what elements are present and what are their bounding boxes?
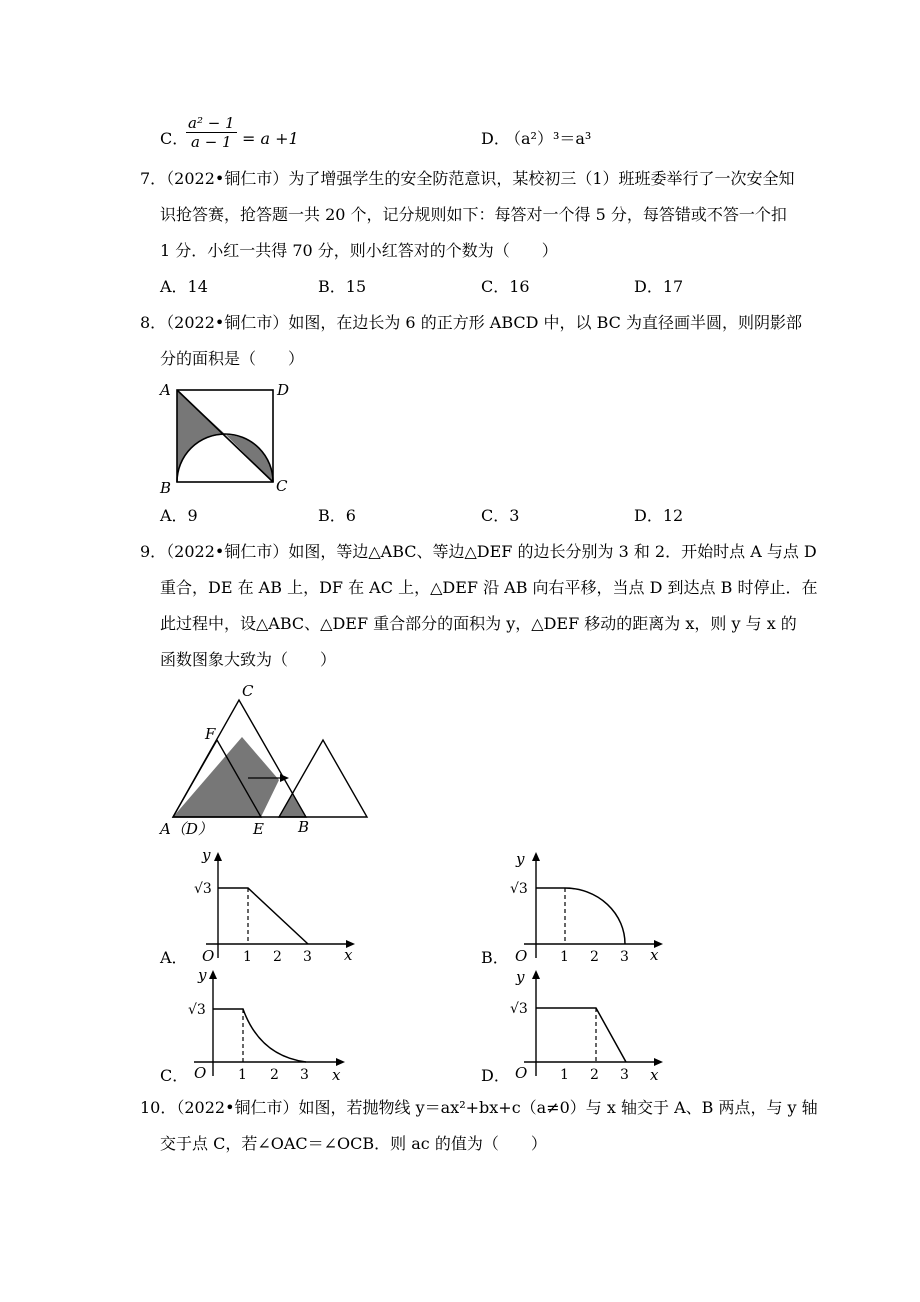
origin-label: O <box>202 947 215 965</box>
q8-label-b: B <box>160 479 172 497</box>
y-axis-arrow-icon <box>532 852 540 861</box>
tick-2: 2 <box>270 1067 279 1083</box>
sqrt3-label: √3 <box>188 1002 206 1018</box>
q7-line1: 7．（2022•铜仁市）为了增强学生的安全防范意识，某校初三（1）班班委举行了一次安全知 <box>140 169 795 188</box>
q6-option-d-label: D． <box>481 129 510 148</box>
y-axis-arrow-icon <box>532 970 540 979</box>
q8-label-a: A <box>160 381 171 399</box>
fraction-denominator: a − 1 <box>191 133 232 151</box>
q9-graph-a <box>180 840 380 965</box>
q10-line2: 交于点 C，若∠OAC＝∠OCB．则 ac 的值为（ ） <box>160 1134 547 1153</box>
q6-option-c-fraction <box>186 114 237 151</box>
y-label: y <box>516 968 525 986</box>
q9-triangle-figure <box>155 680 375 840</box>
tick-1: 1 <box>560 1067 569 1083</box>
graph-d-curve <box>536 1008 626 1062</box>
y-label: y <box>202 846 211 864</box>
q9-line4: 函数图象大致为（ ） <box>160 650 337 669</box>
q9-label-e: E <box>253 820 264 838</box>
q9-label-f: F <box>205 725 216 743</box>
tick-2: 2 <box>590 949 599 965</box>
q8-line2: 分的面积是（ ） <box>160 349 305 368</box>
q9-graph-d <box>498 962 698 1087</box>
q8-option-a: A．9 <box>160 506 198 525</box>
q7-option-c: C．16 <box>481 277 530 296</box>
origin-label: O <box>515 947 528 965</box>
graph-a-curve <box>218 888 308 944</box>
q9-label-b: B <box>298 818 310 836</box>
q9-line2: 重合，DE 在 AB 上，DF 在 AC 上，△DEF 沿 AB 向右平移，当点 D 到达点 B 时停止．在 <box>160 578 818 597</box>
y-axis-arrow-icon <box>209 970 217 979</box>
q8-option-c: C．3 <box>481 506 520 525</box>
q6-option-c-rhs: = a +1 <box>242 129 299 148</box>
q9-option-d-label: D． <box>481 1066 510 1085</box>
origin-label: O <box>194 1064 207 1082</box>
q8-square-figure <box>155 375 305 500</box>
q9-graph-c <box>180 962 380 1087</box>
fraction-numerator: a² − 1 <box>188 114 235 132</box>
q7-option-b: B．15 <box>318 277 367 296</box>
sqrt3-label: √3 <box>194 881 212 897</box>
sqrt3-label: √3 <box>510 881 528 897</box>
q8-label-d: D <box>277 381 290 399</box>
y-label: y <box>516 850 525 868</box>
y-label: y <box>198 966 207 984</box>
tick-3: 3 <box>300 1067 309 1083</box>
q9-line3: 此过程中，设△ABC、△DEF 重合部分的面积为 y，△DEF 移动的距离为 x，则 y 与 x 的 <box>160 614 797 633</box>
q8-shade-left <box>177 390 226 482</box>
q9-option-a-label: A． <box>160 948 188 967</box>
tick-2: 2 <box>273 949 282 965</box>
graph-c-curve <box>213 1009 306 1062</box>
tick-3: 3 <box>620 1067 629 1083</box>
tick-2: 2 <box>590 1067 599 1083</box>
q7-option-a: A．14 <box>160 277 208 296</box>
q9-label-c: C <box>242 682 254 700</box>
x-label: x <box>332 1066 341 1084</box>
tick-3: 3 <box>303 949 312 965</box>
q8-option-b: B．6 <box>318 506 356 525</box>
tick-3: 3 <box>620 949 629 965</box>
q9-line1: 9．（2022•铜仁市）如图，等边△ABC、等边△DEF 的边长分别为 3 和 2．开始时点 A 与点 D <box>140 542 817 561</box>
q9-graph-b <box>498 840 698 965</box>
x-label: x <box>650 946 659 964</box>
y-axis-arrow-icon <box>214 852 222 861</box>
x-axis-arrow-icon <box>654 1058 663 1066</box>
q8-label-c: C <box>276 477 288 495</box>
q6-option-d-text: （a²）³＝a³ <box>505 129 592 148</box>
q9-option-c-label: C． <box>160 1066 189 1085</box>
q7-line2: 识抢答赛，抢答题一共 20 个，记分规则如下：每答对一个得 5 分，每答错或不答一个扣 <box>160 205 787 224</box>
sqrt3-label: √3 <box>510 1001 528 1017</box>
q9-label-ad: A（D） <box>160 820 213 838</box>
x-axis-arrow-icon <box>336 1058 345 1066</box>
q9-shade-def <box>173 737 279 817</box>
origin-label: O <box>515 1064 528 1082</box>
q7-option-d: D．17 <box>634 277 684 296</box>
q8-line1: 8．（2022•铜仁市）如图，在边长为 6 的正方形 ABCD 中，以 BC 为直径画半圆，则阴影部 <box>140 313 803 332</box>
q6-option-c-label: C． <box>160 129 189 148</box>
tick-1: 1 <box>560 949 569 965</box>
q8-option-d: D．12 <box>634 506 684 525</box>
tick-1: 1 <box>238 1067 247 1083</box>
graph-b-curve <box>536 888 625 944</box>
q9-option-b-label: B． <box>481 948 509 967</box>
x-label: x <box>650 1066 659 1084</box>
x-label: x <box>344 946 353 964</box>
tick-1: 1 <box>243 949 252 965</box>
q10-line1: 10．（2022•铜仁市）如图，若抛物线 y＝ax²+bx+c（a≠0）与 x 轴交于 A、B 两点，与 y 轴 <box>140 1098 818 1117</box>
q7-line3: 1 分．小红一共得 70 分，则小红答对的个数为（ ） <box>160 241 558 260</box>
q9-shade-overlap <box>279 794 306 817</box>
